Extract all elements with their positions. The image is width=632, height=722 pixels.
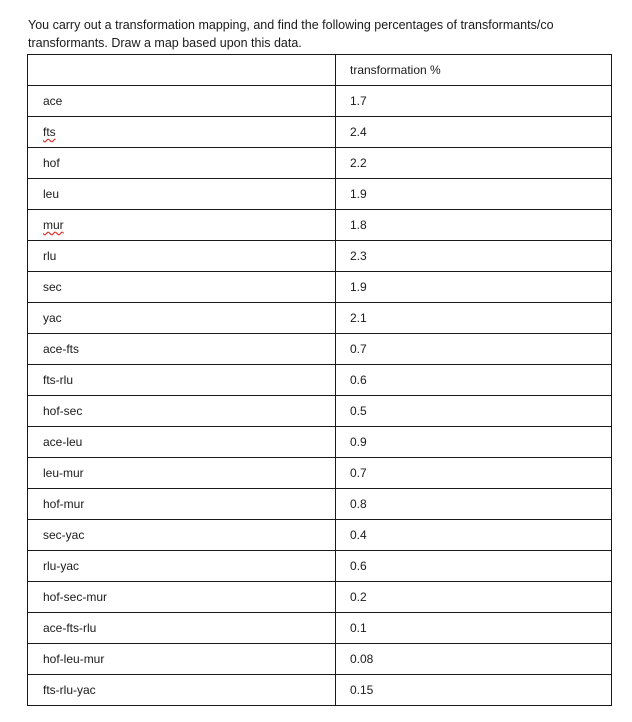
marker-cell: [28, 210, 336, 241]
marker-cell: [28, 303, 336, 334]
marker-label: rlu-yac: [43, 559, 80, 573]
question-text: You carry out a transformation mapping, and find the following percentages of transformants/co transformants. Draw a map based upon this data.: [28, 18, 554, 50]
table-row: [28, 458, 612, 489]
percentage-cell: 0.1: [336, 613, 612, 644]
marker-cell: [28, 148, 336, 179]
table-row: [28, 303, 612, 334]
marker-cell: [28, 396, 336, 427]
table-row: [28, 427, 612, 458]
table-row: [28, 86, 612, 117]
table-row: [28, 489, 612, 520]
table-row: [28, 365, 612, 396]
marker-label: fts-rlu-yac: [43, 683, 96, 697]
percentage-cell: 0.9: [336, 427, 612, 458]
header-cell-transformation: transformation %: [336, 55, 612, 86]
table-row: [28, 551, 612, 582]
percentage-cell: 1.9: [336, 179, 612, 210]
table-row: [28, 179, 612, 210]
percentage-cell: 0.8: [336, 489, 612, 520]
marker-cell: [28, 241, 336, 272]
percentage-cell: 0.6: [336, 551, 612, 582]
marker-label: mur: [43, 218, 64, 232]
table-row: [28, 272, 612, 303]
marker-label: sec: [43, 280, 62, 294]
table-row: [28, 396, 612, 427]
percentage-cell: 2.2: [336, 148, 612, 179]
table-row: [28, 117, 612, 148]
marker-cell: [28, 117, 336, 148]
percentage-cell: 0.4: [336, 520, 612, 551]
marker-label: hof-sec-mur: [43, 590, 108, 604]
marker-label: fts-rlu: [43, 373, 73, 387]
marker-cell: [28, 365, 336, 396]
table-row: [28, 644, 612, 675]
percentage-cell: 0.7: [336, 334, 612, 365]
transformation-table: [27, 54, 612, 706]
percentage-cell: 0.15: [336, 675, 612, 706]
percentage-cell: 2.4: [336, 117, 612, 148]
table-row: [28, 613, 612, 644]
percentage-cell: 1.9: [336, 272, 612, 303]
marker-label: ace-fts: [43, 342, 80, 356]
marker-label: hof: [43, 156, 60, 170]
table-header-row: [28, 55, 612, 86]
marker-label: hof-mur: [43, 497, 85, 511]
marker-label: leu-mur: [43, 466, 84, 480]
marker-label: sec-yac: [43, 528, 85, 542]
table-row: [28, 210, 612, 241]
marker-cell: [28, 489, 336, 520]
percentage-cell: 0.2: [336, 582, 612, 613]
header-cell-marker: [28, 55, 336, 86]
marker-label: ace-leu: [43, 435, 83, 449]
marker-cell: [28, 86, 336, 117]
table-row: [28, 675, 612, 706]
marker-label: fts: [43, 125, 56, 139]
marker-cell: [28, 272, 336, 303]
table-row: [28, 520, 612, 551]
marker-cell: [28, 520, 336, 551]
marker-cell: [28, 675, 336, 706]
marker-cell: [28, 334, 336, 365]
marker-cell: [28, 179, 336, 210]
percentage-cell: 1.8: [336, 210, 612, 241]
marker-label: yac: [43, 311, 62, 325]
marker-label: ace-fts-rlu: [43, 621, 97, 635]
marker-label: ace: [43, 94, 63, 108]
percentage-cell: 0.08: [336, 644, 612, 675]
marker-cell: [28, 458, 336, 489]
marker-cell: [28, 613, 336, 644]
marker-cell: [28, 551, 336, 582]
percentage-cell: 0.5: [336, 396, 612, 427]
marker-cell: [28, 427, 336, 458]
marker-cell: [28, 582, 336, 613]
table-row: [28, 241, 612, 272]
percentage-cell: 0.6: [336, 365, 612, 396]
marker-label: leu: [43, 187, 60, 201]
marker-label: rlu: [43, 249, 57, 263]
table-row: [28, 582, 612, 613]
marker-label: hof-leu-mur: [43, 652, 105, 666]
percentage-cell: 2.1: [336, 303, 612, 334]
table-row: [28, 148, 612, 179]
percentage-cell: 0.7: [336, 458, 612, 489]
percentage-cell: 1.7: [336, 86, 612, 117]
marker-label: hof-sec: [43, 404, 83, 418]
table-row: [28, 334, 612, 365]
percentage-cell: 2.3: [336, 241, 612, 272]
marker-cell: [28, 644, 336, 675]
